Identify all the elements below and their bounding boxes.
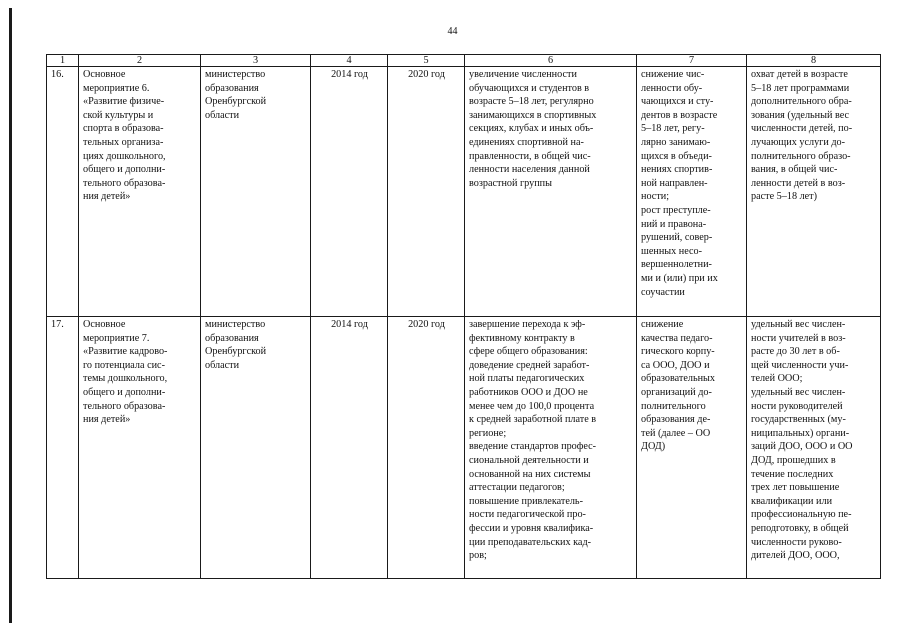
expected-results: увеличение численности обучающихся и студентов в возрасте 5–18 лет, регулярно занимающихся в спортивных секциях, клубах и иных объ- единениях спортивной на- правленности, в общей чис- ленности населения данной возрастной группы — [469, 69, 597, 189]
page-number: 44 — [447, 26, 458, 37]
row-number: 16. — [51, 69, 64, 80]
consequences: снижение чис- ленности обу- чающихся и сту- дентов в возрасте 5–18 лет, регу- лярно занимаю- щихся в объеди- нениях спортив- ной направлен- ности; рост преступле- ний и правона- рушений, совер- шенных несо- вершеннолетни- ми и (или) при их соучастии — [641, 69, 718, 298]
start-year-cell — [311, 317, 388, 579]
indicators-cell — [747, 317, 881, 579]
column-header-7: 7 — [637, 55, 747, 67]
measure-name: Основное мероприятие 7. «Развитие кадрово- го потенциала сис- темы дошкольного, общего и дополни- тельного образова- ния детей» — [83, 319, 168, 426]
row-number: 17. — [51, 319, 64, 330]
program-measures-table — [46, 54, 881, 579]
indicators-cell — [747, 67, 881, 317]
indicators: охват детей в возрасте 5–18 лет программами дополнительного обра- зования (удельный вес численности детей, по- лучающих услуги до- полнительного образо- вания, в общей чис- ленности детей в воз- расте 5–18 лет) — [751, 69, 853, 203]
executor-cell — [201, 67, 311, 317]
column-header-3: 3 — [201, 55, 311, 67]
executor-cell — [201, 317, 311, 579]
column-header-1: 1 — [47, 55, 79, 67]
end-year: 2020 год — [408, 319, 445, 330]
measure-cell — [79, 67, 201, 317]
expected-results-cell — [465, 317, 637, 579]
column-header-8: 8 — [747, 55, 881, 67]
expected-results-cell — [465, 67, 637, 317]
start-year: 2014 год — [331, 319, 368, 330]
measure-cell — [79, 317, 201, 579]
header-row — [47, 55, 881, 67]
row-number-cell — [47, 317, 79, 579]
executor-name: министерство образования Оренбургской области — [205, 319, 267, 371]
start-year-cell — [311, 67, 388, 317]
start-year: 2014 год — [331, 69, 368, 80]
left-margin-bar — [9, 8, 12, 623]
column-header-5: 5 — [388, 55, 465, 67]
consequences-cell — [637, 317, 747, 579]
table-row — [47, 67, 881, 317]
column-header-2: 2 — [79, 55, 201, 67]
end-year-cell — [388, 317, 465, 579]
measure-name: Основное мероприятие 6. «Развитие физиче- ской культуры и спорта в образова- тельных организа- циях дошкольного, общего и дополни- тельного образова- ния детей» — [83, 69, 166, 203]
executor-name: министерство образования Оренбургской области — [205, 69, 267, 121]
table-row — [47, 317, 881, 579]
column-header-6: 6 — [465, 55, 637, 67]
row-number-cell — [47, 67, 79, 317]
expected-results: завершение перехода к эф- фективному контракту в сфере общего образования: доведение средней заработ- ной платы педагогических работников ООО и ДОО не менее чем до 100,0 процента к средней заработной плате в регионе; введение стандартов профес- сиональной деятельности и основанной на них системы аттестации педагогов; повышение привлекатель- ности педагогической про- фессии и уровня квалифика- ции преподавательских кад- ров; — [469, 319, 597, 562]
column-header-4: 4 — [311, 55, 388, 67]
end-year: 2020 год — [408, 69, 445, 80]
consequences-cell — [637, 67, 747, 317]
consequences: снижение качества педаго- гического корпу- са ООО, ДОО и образовательных организаций до- полнительного образования де- тей (далее – ОО ДОД) — [641, 319, 715, 453]
indicators: удельный вес числен- ности учителей в воз- расте до 30 лет в об- щей численности учи- телей ООО; удельный вес числен- ности руководителей государственных (му- ниципальных) органи- заций ДОО, ООО и ОО ДОД, прошедших в течение последних трех лет повышение квалификации или профессиональную пе- реподготовку, в общей численности руково- дителей ДОО, ООО, — [751, 319, 853, 562]
end-year-cell — [388, 67, 465, 317]
